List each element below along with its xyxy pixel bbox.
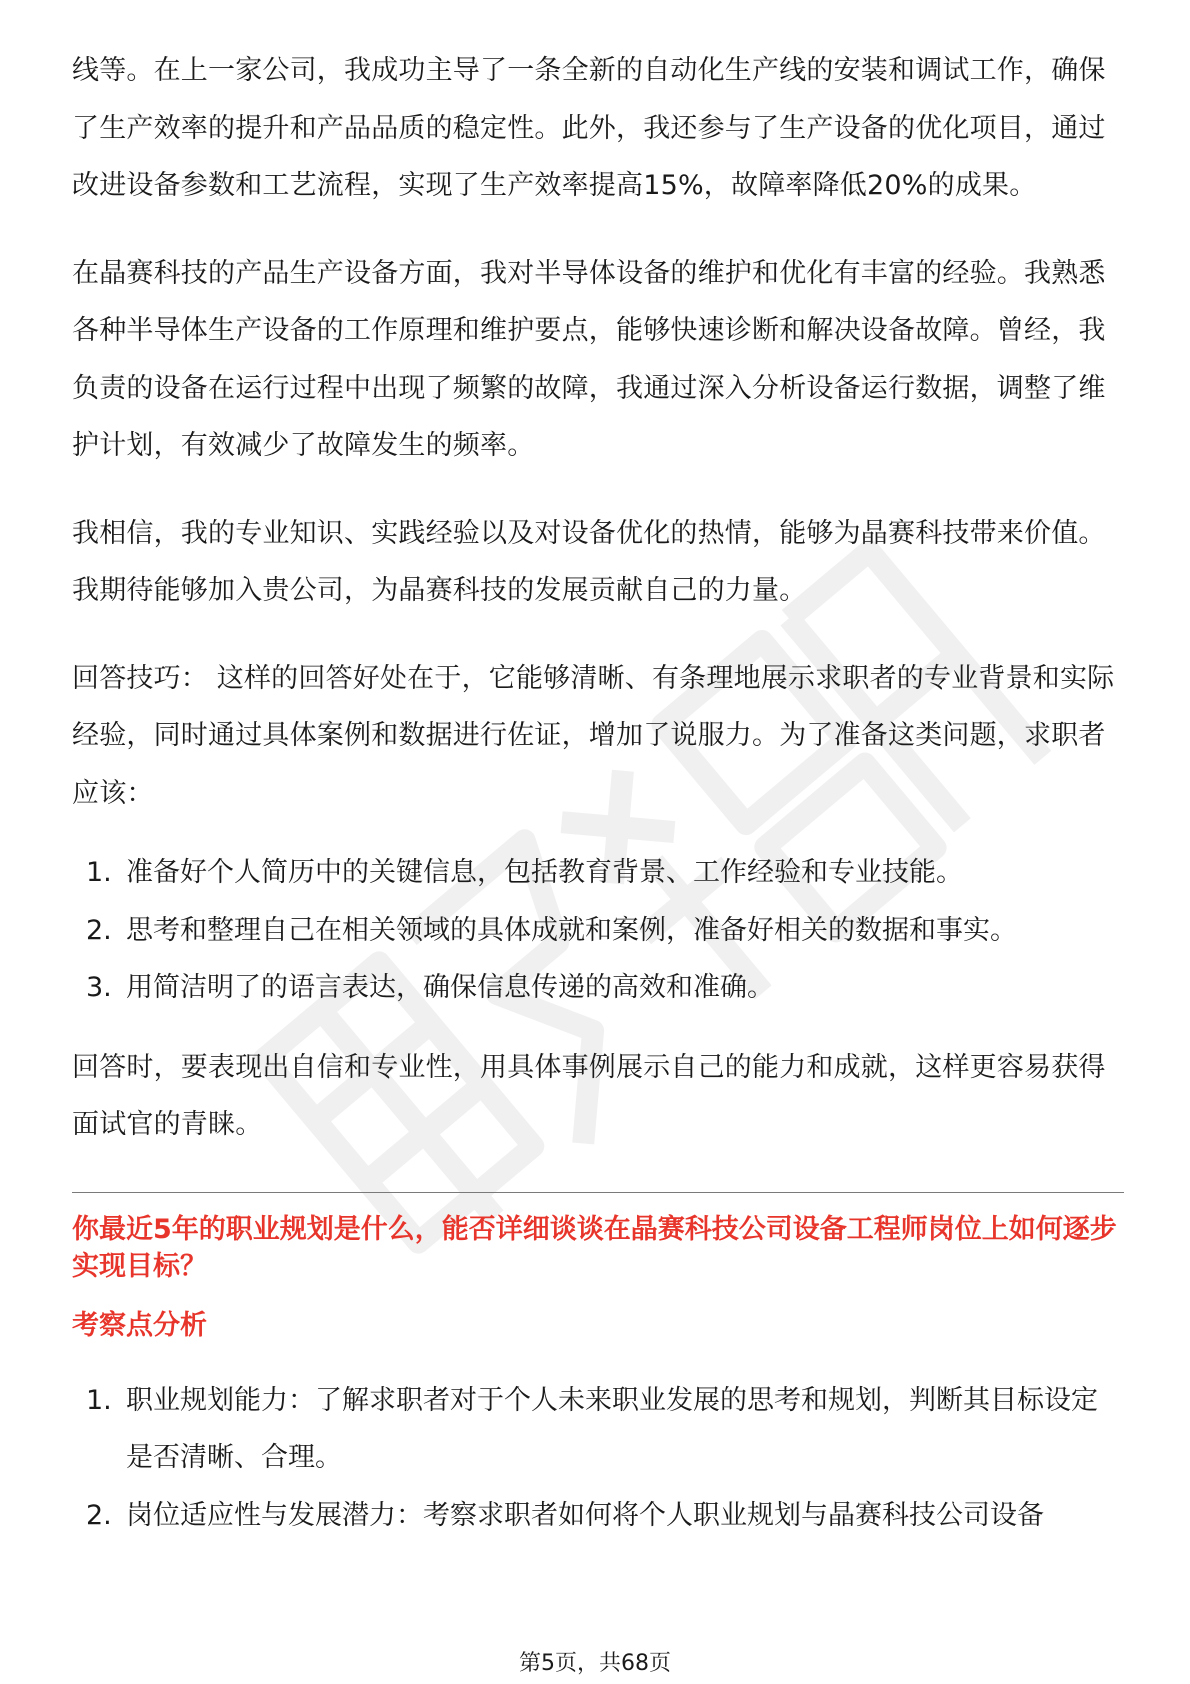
page-footer: 第5页，共68页 — [519, 1651, 671, 1676]
answer-tips-paragraph: 回答技巧： 这样的回答好处在于，它能够清晰、有条理地展示求职者的专业背景和实际经验，同时通过具体案例和数据进行佐证，增加了说服力。为了准备这类问题，求职者应该： — [72, 662, 1115, 809]
analysis-list — [72, 1372, 1124, 1545]
list-item — [72, 959, 1124, 1017]
list-number: 1. — [86, 857, 112, 888]
body-paragraph: 我相信，我的专业知识、实践经验以及对设备优化的热情，能够为晶赛科技带来价值。我期待能够加入贵公司，为晶赛科技的发展贡献自己的力量。 — [72, 517, 1106, 606]
body-paragraph: 线等。在上一家公司，我成功主导了一条全新的自动化生产线的安装和调试工作，确保了生产效率的提升和产品品质的稳定性。此外，我还参与了生产设备的优化项目，通过改进设备参数和工艺流程，实现了生产效率提高15%，故障率降低20%的成果。 — [72, 55, 1106, 201]
list-item — [72, 1487, 1124, 1545]
list-item-text: 准备好个人简历中的关键信息，包括教育背景、工作经验和专业技能。 — [126, 857, 963, 888]
list-item — [72, 1372, 1124, 1487]
list-number: 2. — [86, 914, 112, 946]
interview-question: 你最近5年的职业规划是什么，能否详细谈谈在晶赛科技公司设备工程师岗位上如何逐步实现目标？ — [72, 1213, 1117, 1282]
list-item-text: 职业规划能力：了解求职者对于个人未来职业发展的思考和规划，判断其目标设定是否清晰、合理。 — [126, 1384, 1098, 1473]
tips-list — [72, 844, 1124, 1017]
list-item — [72, 844, 1124, 902]
list-item-text: 岗位适应性与发展潜力：考察求职者如何将个人职业规划与晶赛科技公司设备 — [126, 1499, 1044, 1531]
list-item-text: 思考和整理自己在相关领域的具体成就和案例，准备好相关的数据和事实。 — [126, 914, 1017, 946]
body-paragraph: 在晶赛科技的产品生产设备方面，我对半导体设备的维护和优化有丰富的经验。我熟悉各种半导体生产设备的工作原理和维护要点，能够快速诊断和解决设备故障。曾经，我负责的设备在运行过程中出现了频繁的故障，我通过深入分析设备运行数据，调整了维护计划，有效减少了故障发生的频率。 — [72, 257, 1106, 461]
document-page — [72, 42, 1124, 1544]
list-number: 3. — [86, 972, 112, 1003]
list-item — [72, 902, 1124, 960]
analysis-heading: 考察点分析 — [72, 1309, 207, 1341]
closing-paragraph: 回答时，要表现出自信和专业性，用具体事例展示自己的能力和成就，这样更容易获得面试官的青睐。 — [72, 1051, 1106, 1140]
list-number: 1. — [86, 1384, 112, 1416]
list-number: 2. — [86, 1499, 112, 1531]
list-item-text: 用简洁明了的语言表达，确保信息传递的高效和准确。 — [126, 972, 774, 1003]
